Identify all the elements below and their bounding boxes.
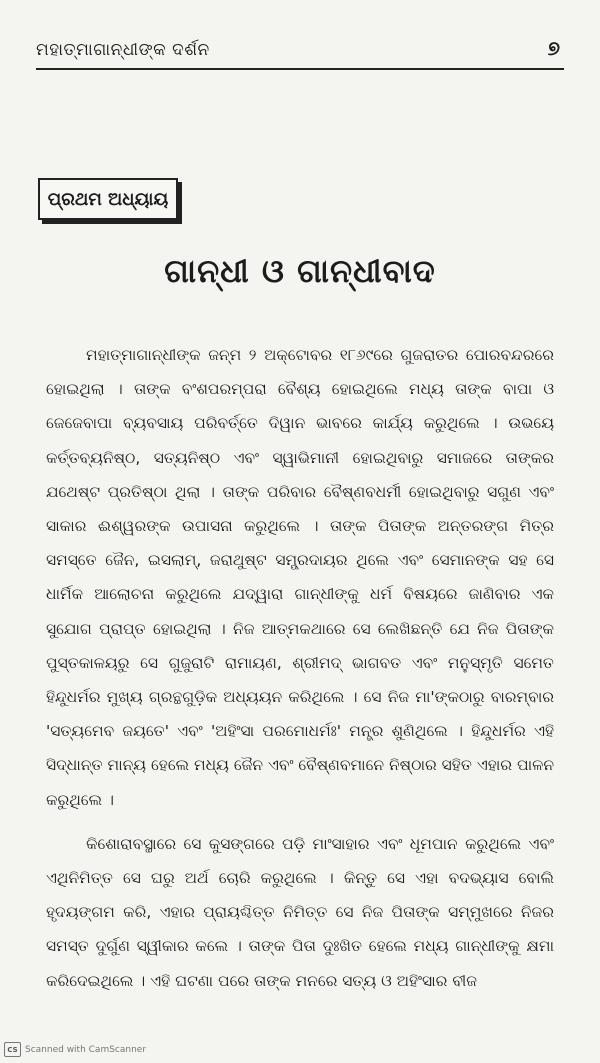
paragraph: ମହାତ୍ମାଗାନ୍ଧୀଙ୍କ ଜନ୍ମ ୨ ଅକ୍ଟୋବର ୧୮୬୯ରେ ଗୁଜରାତର ପୋରବନ୍ଦରରେ ହୋଇଥିଲା । ତାଙ୍କ ବଂଶପରମ୍ପରା ବୈଶ୍ୟ ହୋଇଥିଲେ ମଧ୍ୟ ତାଙ୍କ ବାପା ଓ ଜେଜେବାପା ବ୍ୟବସାୟ ପରିବର୍ତ୍ତେ ଦିୱାନ ଭାବରେ କାର୍ଯ୍ୟ କରୁଥିଲେ । ଉଭୟେ କର୍ତ୍ତବ୍ୟନିଷ୍ଠ, ସତ୍ୟନିଷ୍ଠ ଏବଂ ସ୍ୱାଭିମାନୀ ହୋଇଥିବାରୁ ସମାଜରେ ତାଙ୍କର ଯଥେଷ୍ଟ ପ୍ରତିଷ୍ଠା ଥିଲା । ତାଙ୍କ ପରିବାର ବୈଷ୍ଣବଧର୍ମୀ ହୋଇଥିବାରୁ ସଗୁଣ ଏବଂ ସାକାର ଈଶ୍ୱରଙ୍କ ଉପାସନା କରୁଥିଲେ । ତାଙ୍କ ପିତାଙ୍କ ଅନ୍ତରଙ୍ଗ ମିତ୍ର ସମସ୍ତେ ଜୈନ, ଇସଲାମ୍, ଜରାଥୁଷ୍ଟ ସମ୍ପ୍ରଦାୟର ଥିଲେ ଏବଂ ସେମାନଙ୍କ ସହ ସେ ଧାର୍ମିକ ଆଲୋଚନା କରୁଥିଲେ ଯଦ୍ୱାରା ଗାନ୍ଧୀଙ୍କୁ ଧର୍ମ ବିଷୟରେ ଜାଣିବାର ଏକ ସୁଯୋଗ ପ୍ରାପ୍ତ ହୋଇଥିଲା । ନିଜ ଆତ୍ମକଥାରେ ସେ ଲେଖିଛନ୍ତି ଯେ ନିଜ ପିତାଙ୍କ ପୁସ୍ତକାଳୟରୁ ସେ ଗୁଜୁରାଟି ରାମାୟଣ, ଶ୍ରୀମଦ୍ ଭାଗବତ ଏବଂ ମନୁସ୍ମୃତି ସମେତ ହିନ୍ଦୁଧର୍ମର ମୁଖ୍ୟ ଗ୍ରନ୍ଥଗୁଡ଼ିକ ଅଧ୍ୟୟନ କରିଥିଲେ । ସେ ନିଜ ମା'ଙ୍କଠାରୁ ବାରମ୍ବାର 'ସତ୍ୟମେବ ଜୟତେ' ଏବଂ 'ଅହିଂସା ପରମୋଧର୍ମଃ' ମନ୍ତ୍ର ଶୁଣିଥିଲେ । ହିନ୍ଦୁଧର୍ମର ଏହି ସିଦ୍ଧାନ୍ତ ମାନ୍ୟ ହେଲେ ମଧ୍ୟ ଜୈନ ଏବଂ ବୈଷ୍ଣବମାନେ ନିଷ୍ଠାର ସହିତ ଏହାର ପାଳନ କରୁଥିଲେ । [46, 346, 554, 809]
chapter-label-box [38, 178, 178, 220]
running-header [36, 28, 564, 70]
scanner-text: Scanned with CamScanner [25, 1044, 147, 1055]
running-title: ମହାତ୍ମାଗାନ୍ଧୀଙ୍କ ଦର୍ଶନ [36, 40, 210, 60]
chapter-label: ପ୍ରଥମ ଅଧ୍ୟାୟ [47, 188, 169, 210]
scanner-watermark [4, 1042, 146, 1057]
body-text [46, 338, 554, 998]
camscanner-logo-icon: CS [4, 1042, 21, 1057]
chapter-title: ଗାନ୍ଧୀ ଓ ଗାନ୍ଧୀବାଦ [164, 252, 436, 290]
page-number: ୭ [547, 36, 560, 60]
paragraph: କିଶୋରାବସ୍ଥାରେ ସେ କୁସଙ୍ଗରେ ପଡ଼ି ମାଂସାହାର ଏବଂ ଧୂମପାନ କରୁଥିଲେ ଏବଂ ଏଥିନିମିତ୍ତ ସେ ଘରୁ ଅର୍ଥ ଚୋରି କରୁଥିଲେ । କିନ୍ତୁ ସେ ଏହା ବଦଭ୍ୟାସ ବୋଲି ହୃଦୟଙ୍ଗମ କରି, ଏହାର ପ୍ରାୟଶ୍ଚିତ୍ତ ନିମିତ୍ତ ସେ ନିଜ ପିତାଙ୍କ ସମ୍ମୁଖରେ ନିଜର ସମସ୍ତ ଦୁର୍ଗୁଣ ସ୍ୱୀକାର କଲେ । ତାଙ୍କ ପିତା ଦୁଃଖିତ ହେଲେ ମଧ୍ୟ ଗାନ୍ଧୀଙ୍କୁ କ୍ଷମା କରିଦେଇଥିଲେ । ଏହି ଘଟଣା ପରେ ତାଙ୍କ ମନରେ ସତ୍ୟ ଓ ଅହିଂସାର ବୀଜ [46, 834, 554, 990]
